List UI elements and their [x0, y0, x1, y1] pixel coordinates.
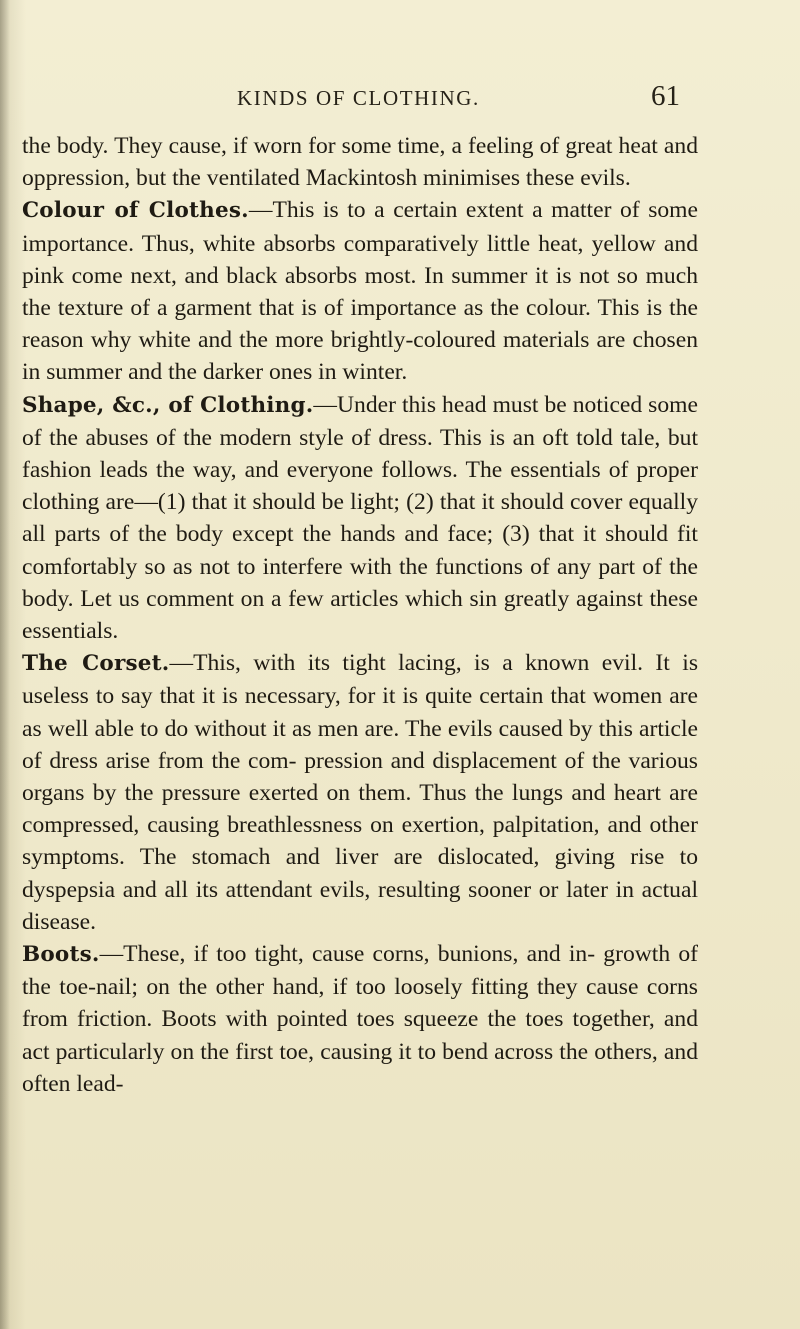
running-title: KINDS OF CLOTHING. — [237, 86, 480, 110]
paragraph-shape-of-clothing — [22, 389, 698, 648]
section-heading: Shape, &c., of Clothing. — [22, 392, 314, 418]
paragraph-text: —This is to a certain extent a matter of some importance. Thus, white absorbs comparatively little heat, yellow and pink come next, and black absorbs most. In summer it is not so much the texture of a garment that is of importance as the colour. This is the reason why white and the more brightly-coloured materials are chosen in summer and the darker ones in winter. — [22, 197, 698, 386]
paragraph-text: —Under this head must be noticed some of the abuses of the modern style of dress. This is an oft told tale, but fashion leads the way, and everyone follows. The essentials of proper clothing are—(1) that it should be light; (2) that it should cover equally all parts of the body except the hands and face; (3) that it should fit comfortably so as not to interfere with the functions of any part of the body. Let us comment on a few articles which sin greatly against these essentials. — [22, 391, 698, 645]
spine-shadow — [0, 0, 10, 1329]
paragraph-the-corset — [22, 647, 698, 938]
section-heading: The Corset. — [22, 651, 170, 677]
paragraph-boots — [22, 938, 698, 1100]
paragraph-continuation — [22, 130, 698, 194]
paragraph-text: —These, if too tight, cause corns, bunions, and in- growth of the toe-nail; on the other hand, if too loosely fitting they cause corns from friction. Boots with pointed toes squeeze the toes together, and act particularly on the first toe, causing it to bend across the others, and often lead- — [22, 941, 698, 1097]
paragraph-colour-of-clothes — [22, 194, 698, 388]
paragraph-text: —This, with its tight lacing, is a known evil. It is useless to say that it is necessary, for it is quite certain that women are as well able to do without it as men are. The evils caused by this article of dress arise from the com- pression and displacement of the various organs by the pressure exerted on them. Thus the lungs and heart are compressed, causing breathlessness on exertion, palpitation, and other symptoms. The stomach and liver are dislocated, giving rise to dyspepsia and all its attendant evils, resulting sooner or later in actual disease. — [22, 650, 698, 935]
running-header — [0, 80, 800, 124]
body-text — [22, 130, 698, 1100]
section-heading: Colour of Clothes. — [22, 198, 249, 224]
page-number: 61 — [651, 80, 680, 112]
section-heading: Boots. — [22, 942, 100, 968]
paragraph-text: the body. They cause, if worn for some time, a feeling of great heat and oppression, but the ventilated Mackintosh minimises these evils. — [22, 133, 698, 192]
